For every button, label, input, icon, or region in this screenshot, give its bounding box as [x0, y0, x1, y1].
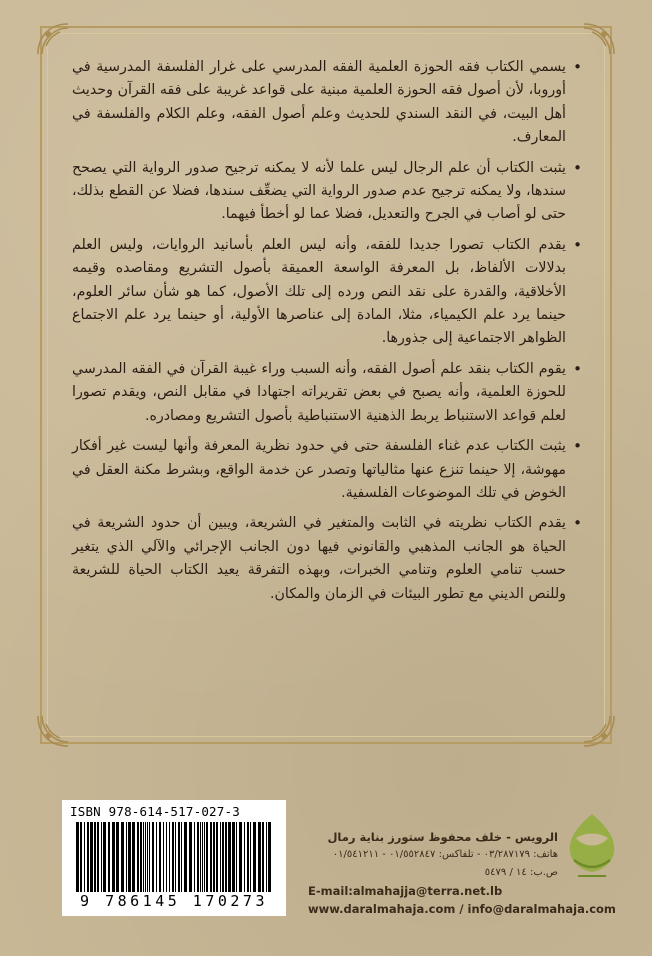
- barcode-bar: [163, 822, 164, 892]
- barcode-bar: [213, 822, 215, 892]
- barcode-bar: [262, 822, 264, 892]
- barcode-bar: [178, 822, 180, 892]
- bullet-paragraph: • يسمي الكتاب فقه الحوزة العلمية الفقه المدرسي على غرار الفلسفة المدرسية في أوروبا، لأن أصول فقه الحوزة العلمية مبنية على قواعد غريبة على فقه القرآن وحديث أهل البيت، في النقد السندي للحديث وعلم أصول الفقه، وعلم الكلام والفلسفة في المعارف.: [72, 56, 582, 150]
- barcode-bar: [206, 822, 208, 892]
- barcode-bar: [112, 822, 115, 892]
- barcode-bar: [76, 822, 79, 892]
- barcode-bar: [128, 822, 131, 892]
- barcode-bar: [232, 822, 235, 892]
- corner-ornament-icon: [582, 714, 616, 748]
- barcode-digits: 9 786145 170273: [80, 892, 268, 910]
- bullet-paragraph: • يقدم الكتاب نظريته في الثابت والمتغير في الشريعة، ويبين أن حدود الشريعة في الحياة هو الجانب المذهبي والقانوني فيها دون الجانب الإجرائي والآلي الذي يتغير حسب تنامي العلوم وتنامي الخبرات، وبهذه التفرقة يعيد الكتاب الحياة للشريعة وللنص الديني مع تطور البيئات في الزمان والمكان.: [72, 512, 582, 606]
- barcode-bar: [132, 822, 135, 892]
- barcode-bar: [172, 822, 174, 892]
- bullet-paragraph: • يثبت الكتاب عدم غناء الفلسفة حتى في حدود نظرية المعرفة وأنها ليست غير أفكار مهوشة، إلا حينما تنزع عنها مثالياتها وتصدر عن خدمة الواقع، وبشرط مكنة العقل في الخوض في تلك الموضوعات الفلسفية.: [72, 435, 582, 505]
- barcode-bar: [152, 822, 154, 892]
- corner-ornament-icon: [582, 22, 616, 56]
- barcode-bar: [80, 822, 82, 892]
- publisher-phones: هاتف: ٠٣/٢٨٧١٧٩ - تلفاكس: ٠١/٥٥٢٨٤٧ - ٠١/٥٤١٢١١: [332, 849, 558, 860]
- barcode-bar: [244, 822, 245, 892]
- barcode-bar: [84, 822, 85, 892]
- barcode-bar: [222, 822, 224, 892]
- barcode-bar: [169, 822, 170, 892]
- barcode-bar: [228, 822, 231, 892]
- barcode-bar: [258, 822, 261, 892]
- barcode-bar: [197, 822, 199, 892]
- barcode-bar: [210, 822, 212, 892]
- isbn-label: ISBN 978-614-517-027-3: [70, 804, 240, 819]
- barcode-bar: [247, 822, 249, 892]
- barcode-bar: [97, 822, 99, 892]
- barcode-bar: [147, 822, 148, 892]
- publisher-info: [308, 828, 616, 918]
- barcode-bar: [189, 822, 192, 892]
- publisher-po-box: ص.ب: ١٤ / ٥٤٧٩: [484, 867, 558, 878]
- corner-ornament-icon: [36, 714, 70, 748]
- publisher-email: E-mail:almahajja@terra.net.lb: [308, 884, 503, 898]
- publisher-logo-icon: [556, 808, 628, 884]
- barcode-bar: [143, 822, 144, 892]
- barcode-bar: [225, 822, 227, 892]
- bullet-paragraph: • يثبت الكتاب أن علم الرجال ليس علما لأنه لا يمكنه ترجيح صدور الرواية التي يصحح سندها، ولا يمكنه ترجيح عدم صدور الرواية التي يضعِّف سندها، فضلا عن القطع بذلك، حتى لو أصاب في الجرح والتعديل، فضلا عما لو أخطأ فيهما.: [72, 157, 582, 227]
- barcode-bar: [202, 822, 203, 892]
- barcode-bar: [266, 822, 267, 892]
- barcode-bar: [90, 822, 93, 892]
- barcode-bar: [239, 822, 242, 892]
- barcode-bar: [194, 822, 195, 892]
- barcode-bar: [121, 822, 124, 892]
- barcode-bar: [181, 822, 182, 892]
- barcode-bar: [268, 822, 271, 892]
- barcode-bar: [149, 822, 150, 892]
- barcode-bar: [108, 822, 110, 892]
- barcode-bar: [116, 822, 119, 892]
- barcode-bar: [200, 822, 201, 892]
- back-cover-text: [72, 56, 582, 613]
- bullet-paragraph: • يقوم الكتاب بنقد علم أصول الفقه، وأنه السبب وراء غيبة القرآن في الفقه المدرسي للحوزة العلمية، وأنه يصبح في بعض تقريراته اجتهادا في مقابل النص، ويقدم تصورا لعلم قواعد الاستنباط يربط الذهنية الاستنباطية بأصول التشريع ومصادره.: [72, 358, 582, 428]
- barcode-bar: [101, 822, 102, 892]
- barcode-bar: [145, 822, 146, 892]
- barcode-bar: [184, 822, 187, 892]
- barcode-bar: [156, 822, 157, 892]
- isbn-barcode: [62, 800, 286, 916]
- barcode-bar: [236, 822, 237, 892]
- bullet-paragraph: • يقدم الكتاب تصورا جديدا للفقه، وأنه ليس العلم بأسانيد الروايات، وليس العلم بدلالات الألفاظ، بل المعرفة الواسعة العميقة بأصول التشريع ومقاصده وقيمه الأخلاقية، والقدرة على نقد النص ورده إلى تلك الأصول، كما هو شأن سائر العلوم، حينما يرد علم الكيمياء، مثلا، المادة إلى عناصرها الأولية، أو حينما يرد علم الاجتماع الظواهر الاجتماعية إلى جذورها.: [72, 234, 582, 351]
- publisher-address: الرويس - خلف محفوظ ستورز بناية رمال: [327, 830, 558, 844]
- barcode-bar: [204, 822, 205, 892]
- barcode-bars: [74, 822, 274, 892]
- barcode-bar: [159, 822, 161, 892]
- barcode-bar: [250, 822, 251, 892]
- barcode-bar: [94, 822, 96, 892]
- barcode-bar: [137, 822, 139, 892]
- barcode-bar: [253, 822, 256, 892]
- barcode-bar: [87, 822, 89, 892]
- barcode-bar: [220, 822, 221, 892]
- barcode-bar: [175, 822, 176, 892]
- barcode-bar: [126, 822, 127, 892]
- barcode-bar: [216, 822, 218, 892]
- publisher-website: www.daralmahaja.com / info@daralmahaja.com: [308, 902, 616, 916]
- barcode-bar: [103, 822, 106, 892]
- barcode-bar: [140, 822, 142, 892]
- corner-ornament-icon: [36, 22, 70, 56]
- barcode-bar: [166, 822, 167, 892]
